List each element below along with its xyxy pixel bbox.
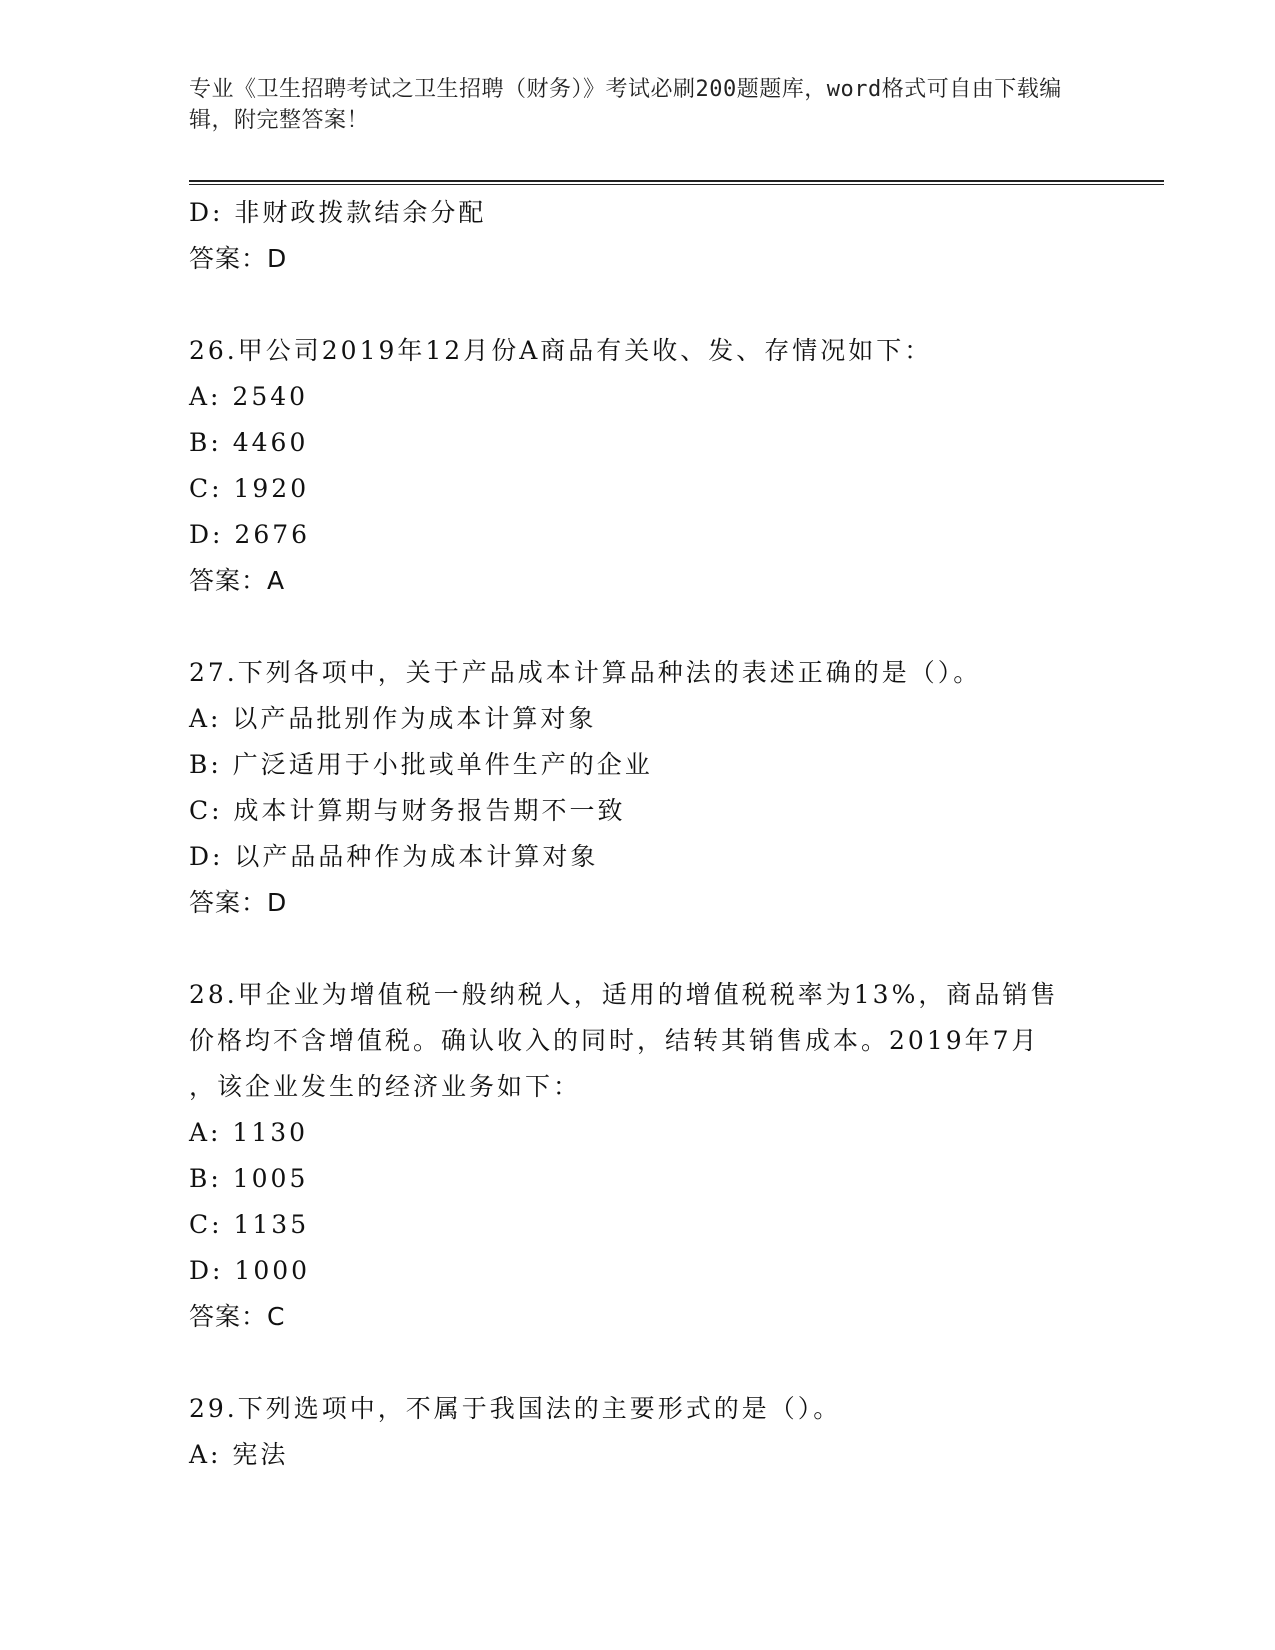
page-header: 专业《卫生招聘考试之卫生招聘（财务）》考试必刷200题题库，word格式可自由下载编辑，附完整答案！ — [189, 77, 1062, 133]
spacer — [189, 604, 1079, 650]
option-a: A: 宪法 — [189, 1440, 289, 1469]
spacer — [189, 1340, 1079, 1386]
option-b: B: 广泛适用于小批或单件生产的企业 — [189, 750, 653, 779]
prev-answer: 答案：D — [189, 244, 288, 273]
answer: 答案：D — [189, 888, 288, 917]
question-stem: 29.下列选项中，不属于我国法的主要形式的是（）。 — [189, 1394, 842, 1423]
option-a: A: 以产品批别作为成本计算对象 — [189, 704, 597, 733]
question-28 — [189, 972, 1079, 1340]
answer: 答案：A — [189, 566, 286, 595]
option-d: D: 以产品品种作为成本计算对象 — [189, 842, 599, 871]
option-d: D: 1000 — [189, 1256, 311, 1285]
option-d: D: 2676 — [189, 520, 311, 549]
question-26 — [189, 328, 1079, 604]
option-c: C: 1920 — [189, 474, 310, 503]
option-b: B: 1005 — [189, 1164, 309, 1193]
option-a: A: 2540 — [189, 382, 309, 411]
question-stem-line-2: 价格均不含增值税。确认收入的同时，结转其销售成本。2019年7月 — [189, 1026, 1040, 1055]
question-29 — [189, 1386, 1079, 1478]
answer: 答案：C — [189, 1302, 286, 1331]
question-stem-line-1: 28.甲企业为增值税一般纳税人，适用的增值税税率为13%，商品销售 — [189, 980, 1059, 1009]
document-body — [189, 190, 1079, 1478]
header-rule — [189, 180, 1164, 185]
question-stem-line-3: ，该企业发生的经济业务如下： — [189, 1072, 582, 1101]
question-27 — [189, 650, 1079, 926]
question-stem: 27.下列各项中，关于产品成本计算品种法的表述正确的是（）。 — [189, 658, 982, 687]
option-a: A: 1130 — [189, 1118, 309, 1147]
option-c: C: 1135 — [189, 1210, 310, 1239]
prev-option-d: D: 非财政拨款结余分配 — [189, 198, 487, 227]
option-b: B: 4460 — [189, 428, 309, 457]
spacer — [189, 926, 1079, 972]
spacer — [189, 282, 1079, 328]
question-stem: 26.甲公司2019年12月份A商品有关收、发、存情况如下： — [189, 336, 933, 365]
option-c: C: 成本计算期与财务报告期不一致 — [189, 796, 626, 825]
